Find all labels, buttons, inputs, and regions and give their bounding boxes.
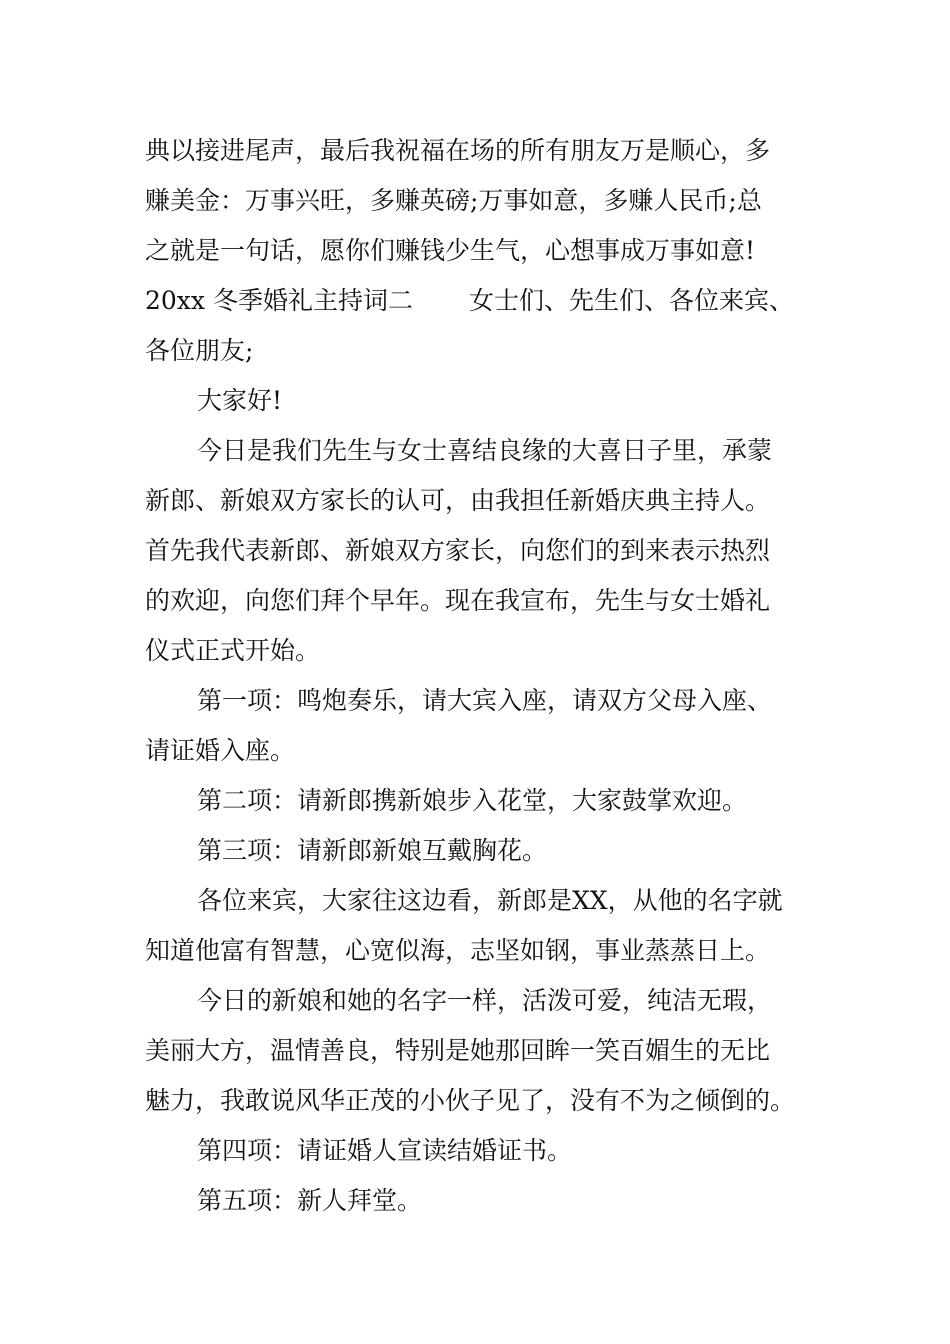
text-line: 新郎、新娘双方家长的认可，由我担任新婚庆典主持人。 (145, 486, 771, 515)
text-line: 典以接进尾声，最后我祝福在场的所有朋友万是顺心，多 (145, 136, 771, 165)
paragraph-start: 大家好! (197, 386, 283, 415)
paragraph-start: 各位来宾，大家往这边看，新郎是XX，从他的名字就 (197, 886, 783, 915)
paragraph-start: 第五项：新人拜堂。 (197, 1186, 423, 1215)
text-line: 之就是一句话，愿你们赚钱少生气，心想事成万事如意! (145, 236, 756, 265)
text-line: 的欢迎，向您们拜个早年。现在我宣布，先生与女士婚礼 (145, 586, 771, 615)
text-line: 各位朋友; (145, 336, 254, 365)
text-line: 知道他富有智慧，心宽似海，志坚如钢，事业蒸蒸日上。 (145, 936, 771, 965)
text-line: 请证婚入座。 (145, 736, 296, 765)
paragraph-start: 今日是我们先生与女士喜结良缘的大喜日子里，承蒙 (197, 436, 773, 465)
text-line: 魅力，我敢说风华正茂的小伙子见了，没有不为之倾倒的。 (145, 1086, 796, 1115)
text-line: 美丽大方，温情善良，特别是她那回眸一笑百媚生的无比 (145, 1036, 771, 1065)
section-title: 20xx 冬季婚礼主持词二 (145, 286, 413, 315)
paragraph-start: 第一项：鸣炮奏乐，请大宾入座，请双方父母入座、 (197, 686, 773, 715)
text-line: 赚美金：万事兴旺，多赚英磅;万事如意，多赚人民币;总 (145, 186, 762, 215)
paragraph-start: 第二项：请新郎携新娘步入花堂，大家鼓掌欢迎。 (197, 786, 748, 815)
text-line: 首先我代表新郎、新娘双方家长，向您们的到来表示热烈 (145, 536, 771, 565)
section-heading-line (145, 276, 810, 326)
greeting-text: 女士们、先生们、各位来宾、 (468, 286, 794, 315)
paragraph-start: 今日的新娘和她的名字一样，活泼可爱，纯洁无瑕， (197, 986, 773, 1015)
text-line: 仪式正式开始。 (145, 636, 321, 665)
paragraph-start: 第四项：请证婚人宣读结婚证书。 (197, 1136, 573, 1165)
document-body (145, 126, 810, 1226)
paragraph-start: 第三项：请新郎新娘互戴胸花。 (197, 836, 548, 865)
